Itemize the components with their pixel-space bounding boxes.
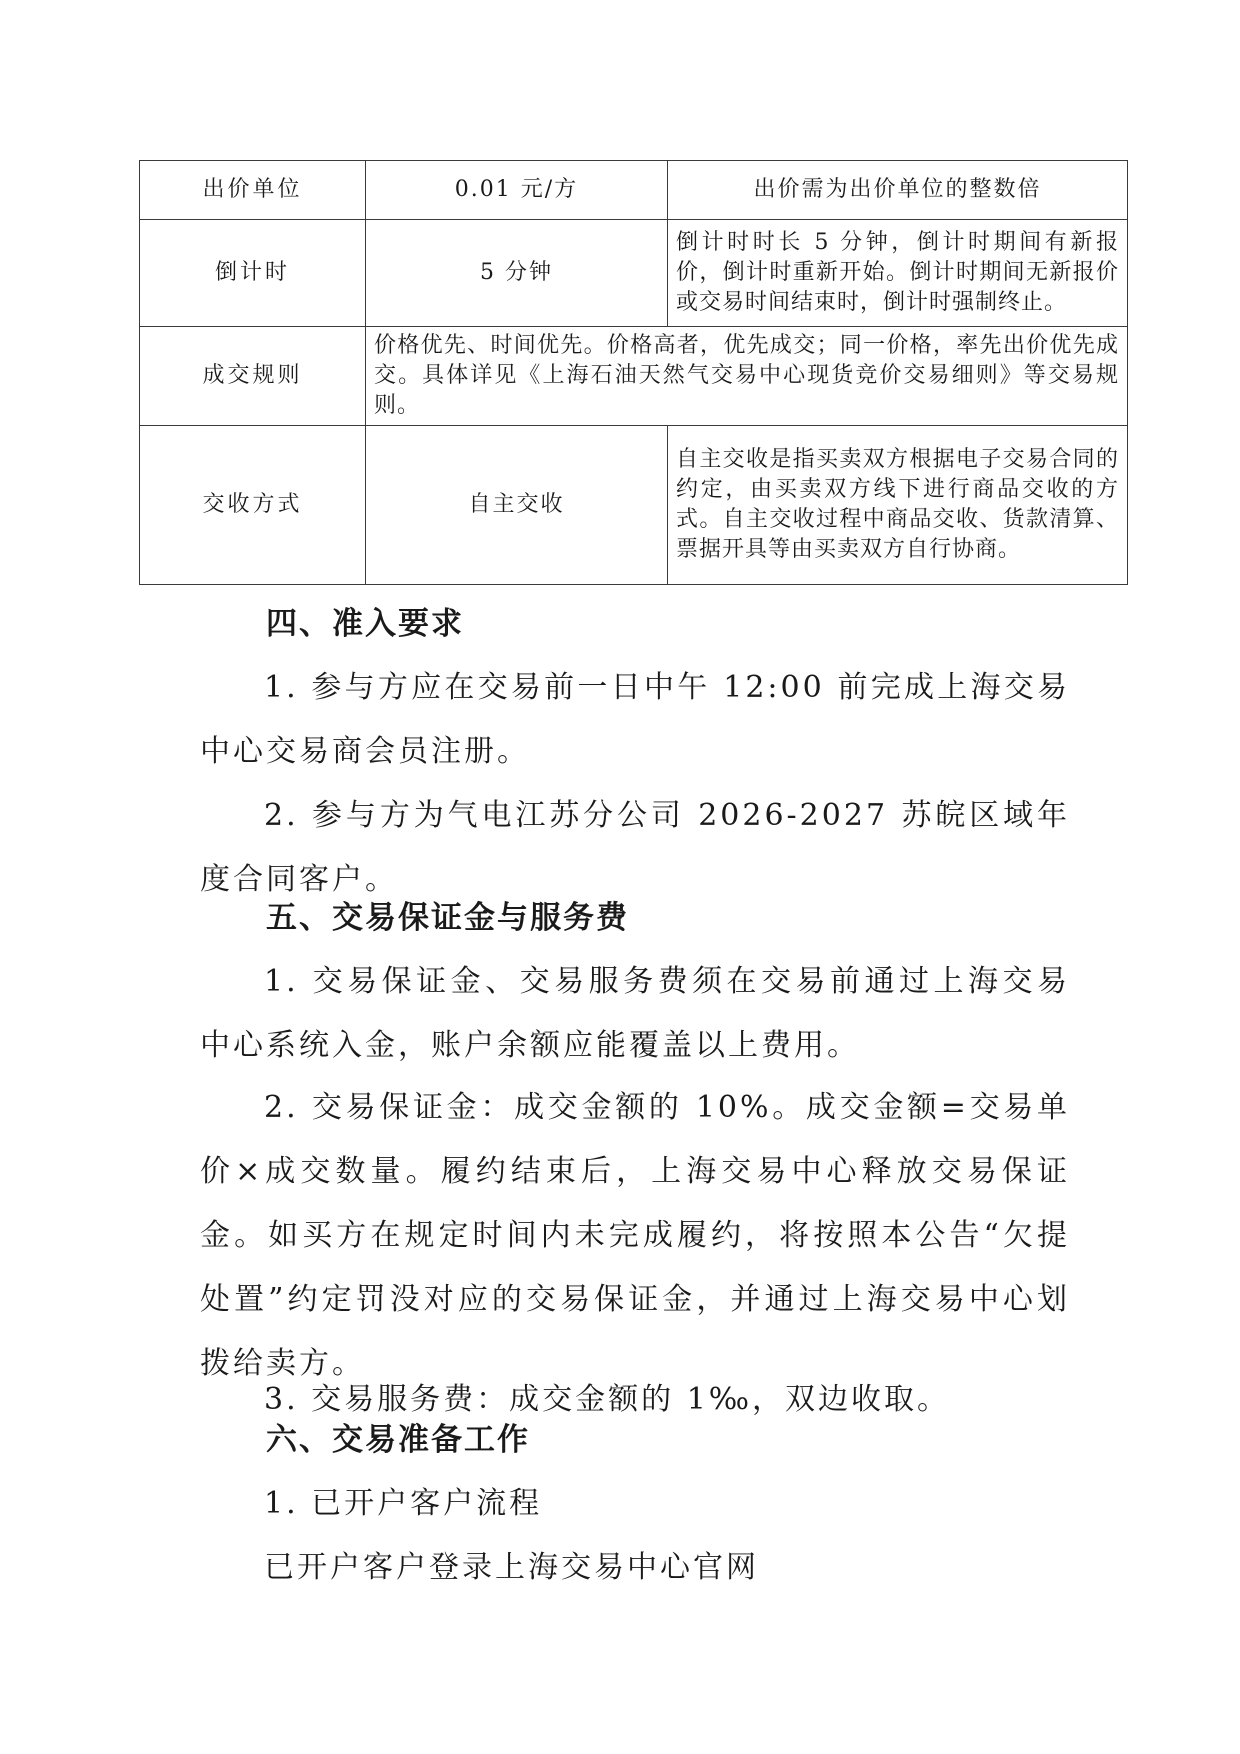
row-label: 成交规则	[140, 327, 366, 426]
table-row	[140, 161, 1128, 220]
row-description: 价格优先、时间优先。价格高者，优先成交；同一价格，率先出价优先成交。具体详见《上海石油天然气交易中心现货竞价交易细则》等交易规则。	[366, 327, 1128, 426]
paragraph: 2. 参与方为气电江苏分公司 2026-2027 苏皖区域年度合同客户。	[200, 798, 1070, 897]
row-value: 5 分钟	[366, 220, 668, 327]
row-description: 自主交收是指买卖双方根据电子交易合同的约定，由买卖双方线下进行商品交收的方式。自主交收过程中商品交收、货款清算、票据开具等由买卖双方自行协商。	[668, 426, 1128, 585]
row-label: 交收方式	[140, 426, 366, 585]
trading-rules-table	[139, 160, 1128, 585]
paragraph: 1. 参与方应在交易前一日中午 12:00 前完成上海交易中心交易商会员注册。	[200, 670, 1070, 769]
section-heading-deposit-fees: 五、交易保证金与服务费	[266, 900, 629, 936]
section-heading-preparation: 六、交易准备工作	[266, 1422, 530, 1458]
table-row	[140, 327, 1128, 426]
paragraph: 2. 交易保证金：成交金额的 10%。成交金额=交易单价×成交数量。履约结束后，上海交易中心释放交易保证金。如买方在规定时间内未完成履约，将按照本公告“欠提处置”约定罚没对应的交易保证金，并通过上海交易中心划拨给卖方。	[200, 1090, 1070, 1381]
row-value: 自主交收	[366, 426, 668, 585]
row-label: 出价单位	[140, 161, 366, 220]
paragraph: 1. 交易保证金、交易服务费须在交易前通过上海交易中心系统入金，账户余额应能覆盖以上费用。	[200, 964, 1070, 1063]
row-value: 0.01 元/方	[366, 161, 668, 220]
row-description: 倒计时时长 5 分钟，倒计时期间有新报价，倒计时重新开始。倒计时期间无新报价或交易时间结束时，倒计时强制终止。	[668, 220, 1128, 327]
section-heading-admission: 四、准入要求	[266, 606, 464, 642]
paragraph: 1. 已开户客户流程	[264, 1486, 543, 1521]
row-description: 出价需为出价单位的整数倍	[668, 161, 1128, 220]
paragraph: 3. 交易服务费：成交金额的 1‰，双边收取。	[264, 1382, 951, 1417]
table-row	[140, 426, 1128, 585]
paragraph: 已开户客户登录上海交易中心官网	[264, 1550, 759, 1585]
table-row	[140, 220, 1128, 327]
row-label: 倒计时	[140, 220, 366, 327]
